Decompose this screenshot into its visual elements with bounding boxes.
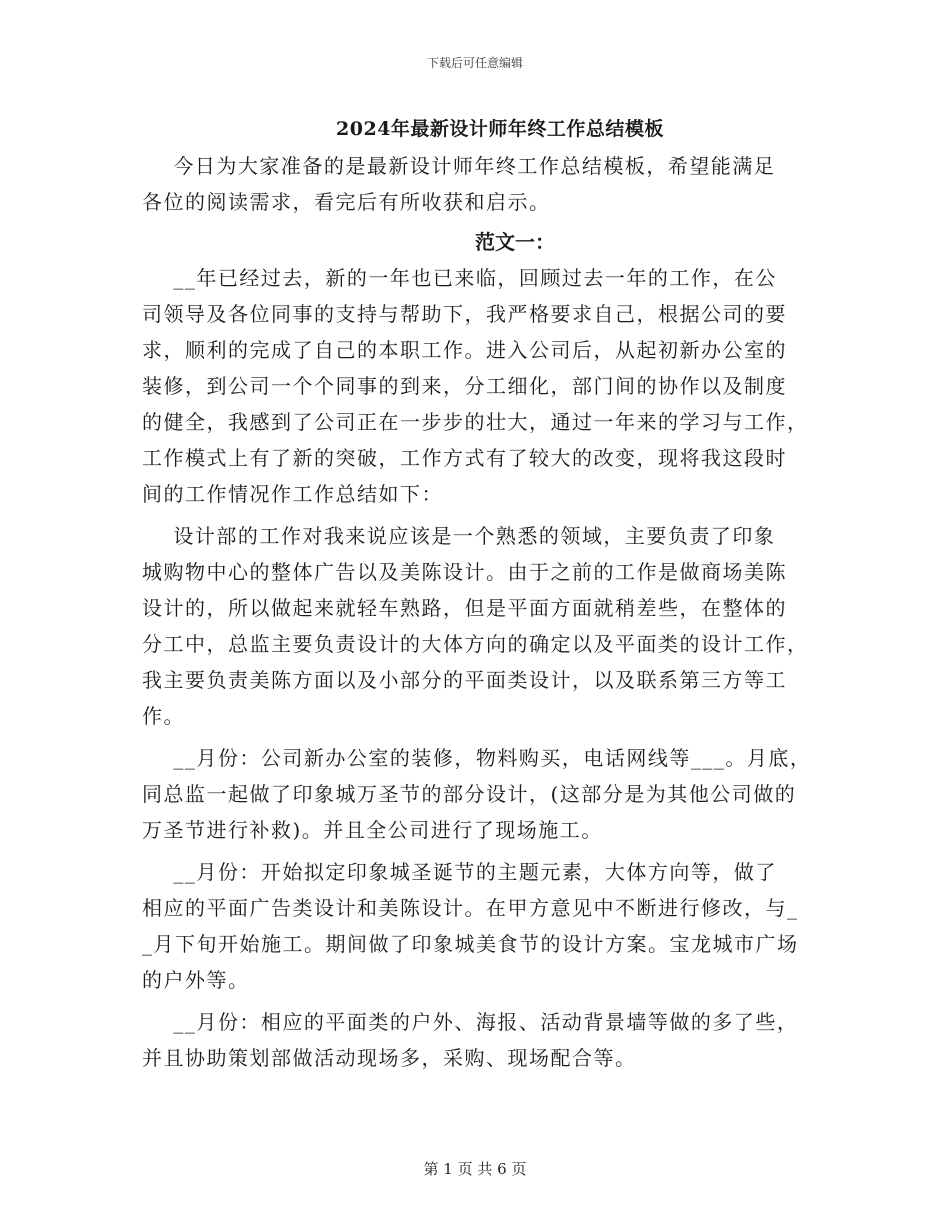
body-line: 万圣节进行补救)。并且全公司进行了现场施工。 xyxy=(142,818,603,842)
body-line: __年已经过去，新的一年也已来临，回顾过去一年的工作，在公 xyxy=(142,266,777,290)
body-line: 相应的平面广告类设计和美陈设计。在甲方意见中不断进行修改，与_ xyxy=(142,896,799,920)
body-line: 间的工作情况作工作总结如下： xyxy=(142,482,443,506)
body-line: 设计部的工作对我来说应该是一个熟悉的领域，主要负责了印象 xyxy=(142,524,776,548)
section-heading: 范文一： xyxy=(475,230,555,254)
document-title: 2024年最新设计师年终工作总结模板 xyxy=(336,118,664,140)
body-line: 司领导及各位同事的支持与帮助下，我严格要求自己，根据公司的要 xyxy=(142,302,787,326)
page-header-note: 下载后可任意编辑 xyxy=(426,56,523,70)
body-line: 设计的，所以做起来就轻车熟路，但是平面方面就稍差些，在整体的 xyxy=(142,596,787,620)
body-line: 并且协助策划部做活动现场多，采购、现场配合等。 xyxy=(142,1046,637,1070)
intro-line: 各位的阅读需求，看完后有所收获和启示。 xyxy=(142,190,551,214)
body-line: 分工中，总监主要负责设计的大体方向的确定以及平面类的设计工作， xyxy=(142,632,809,656)
body-line: _月下旬开始施工。期间做了印象城美食节的设计方案。宝龙城市广场 xyxy=(142,932,799,956)
body-line: __月份：公司新办公室的装修，物料购买，电话网线等___。月底， xyxy=(142,746,812,770)
body-line: 同总监一起做了印象城万圣节的部分设计，(这部分是为其他公司做的 xyxy=(142,782,797,806)
body-line: 的健全，我感到了公司正在一步步的壮大，通过一年来的学习与工作， xyxy=(142,410,809,434)
body-line: 工作模式上有了新的突破，工作方式有了较大的改变，现将我这段时 xyxy=(142,446,787,470)
body-line: __月份：相应的平面类的户外、海报、活动背景墙等做的多了些， xyxy=(142,1010,799,1034)
intro-line: 今日为大家准备的是最新设计师年终工作总结模板，希望能满足 xyxy=(142,154,776,178)
body-line: 求，顺利的完成了自己的本职工作。进入公司后，从起初新办公室的 xyxy=(142,338,787,362)
body-line: 的户外等。 xyxy=(142,968,250,992)
body-line: 我主要负责美陈方面以及小部分的平面类设计，以及联系第三方等工 xyxy=(142,668,787,692)
body-line: __月份：开始拟定印象城圣诞节的主题元素，大体方向等，做了 xyxy=(142,860,777,884)
body-line: 城购物中心的整体广告以及美陈设计。由于之前的工作是做商场美陈 xyxy=(142,560,787,584)
page-number: 第 1 页 共 6 页 xyxy=(423,1160,527,1178)
body-line: 作。 xyxy=(142,704,185,728)
body-line: 装修，到公司一个个同事的到来，分工细化，部门间的协作以及制度 xyxy=(142,374,787,398)
